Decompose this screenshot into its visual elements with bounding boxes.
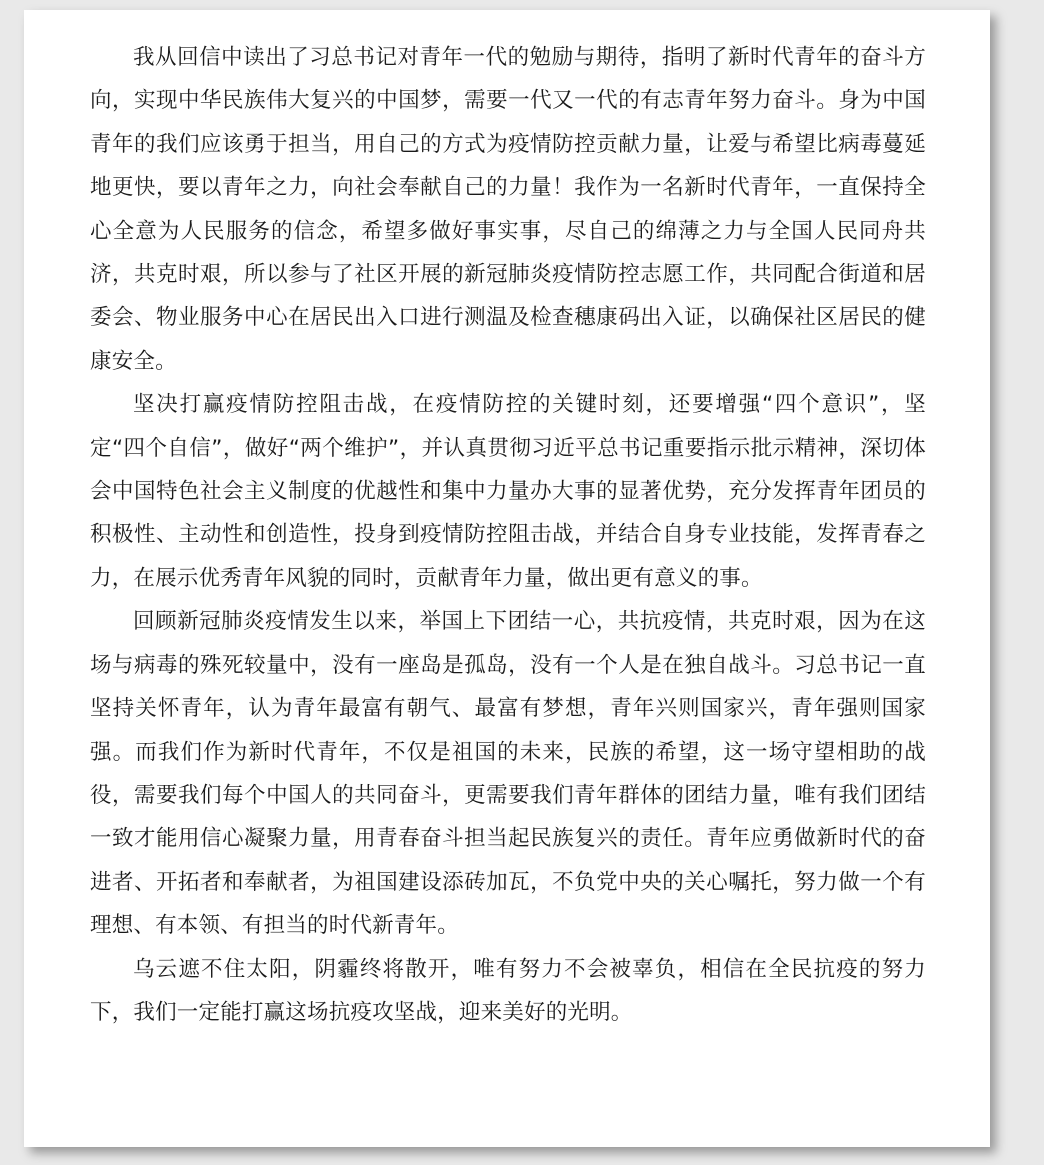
document-page bbox=[24, 10, 990, 1147]
document-text-body bbox=[90, 36, 926, 1034]
paragraph: 乌云遮不住太阳，阴霾终将散开，唯有努力不会被辜负，相信在全民抗疫的努力下，我们一定能打赢这场抗疫攻坚战，迎来美好的光明。 bbox=[90, 956, 926, 1025]
paragraph: 回顾新冠肺炎疫情发生以来，举国上下团结一心，共抗疫情，共克时艰，因为在这场与病毒的殊死较量中，没有一座岛是孤岛，没有一个人是在独自战斗。习总书记一直坚持关怀青年，认为青年最富有朝气、最富有梦想，青年兴则国家兴，青年强则国家强。而我们作为新时代青年，不仅是祖国的未来，民族的希望，这一场守望相助的战役，需要我们每个中国人的共同奋斗，更需要我们青年群体的团结力量，唯有我们团结一致才能用信心凝聚力量，用青春奋斗担当起民族复兴的责任。青年应勇做新时代的奋进者、开拓者和奉献者，为祖国建设添砖加瓦，不负党中央的关心嘱托，努力做一个有理想、有本领、有担当的时代新青年。 bbox=[90, 609, 926, 939]
paragraph: 坚决打赢疫情防控阻击战，在疫情防控的关键时刻，还要增强“四个意识”，坚定“四个自信”，做好“两个维护”，并认真贯彻习近平总书记重要指示批示精神，深切体会中国特色社会主义制度的优越性和集中力量办大事的显著优势，充分发挥青年团员的积极性、主动性和创造性，投身到疫情防控阻击战，并结合自身专业技能，发挥青春之力，在展示优秀青年风貌的同时，贡献青年力量，做出更有意义的事。 bbox=[90, 392, 926, 591]
paragraph: 我从回信中读出了习总书记对青年一代的勉励与期待，指明了新时代青年的奋斗方向，实现中华民族伟大复兴的中国梦，需要一代又一代的有志青年努力奋斗。身为中国青年的我们应该勇于担当，用自己的方式为疫情防控贡献力量，让爱与希望比病毒蔓延地更快，要以青年之力，向社会奉献自己的力量！我作为一名新时代青年，一直保持全心全意为人民服务的信念，希望多做好事实事，尽自己的绵薄之力与全国人民同舟共济，共克时艰，所以参与了社区开展的新冠肺炎疫情防控志愿工作，共同配合街道和居委会、物业服务中心在居民出入口进行测温及检查穗康码出入证，以确保社区居民的健康安全。 bbox=[90, 45, 926, 374]
